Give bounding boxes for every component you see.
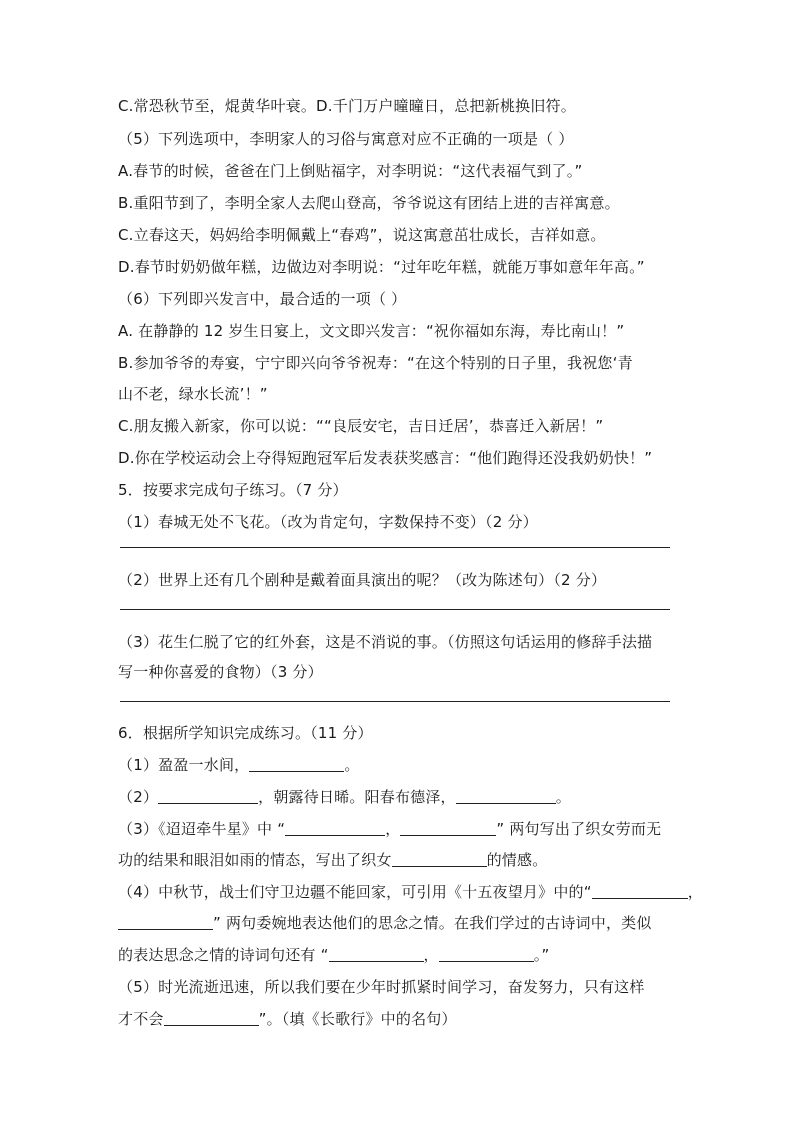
section-5-heading: 5．按要求完成句子练习。（7 分）: [118, 481, 348, 499]
fill-blank[interactable]: [249, 757, 344, 772]
option-a: A. 在静静的 12 岁生日宴上，文文即兴发言：“祝你福如东海，寿比南山！”: [118, 322, 625, 340]
poem-task-3: [118, 819, 688, 839]
sentence-task-2: （2）世界上还有几个剧种是戴着面具演出的呢？（改为陈述句）（2 分）: [118, 571, 607, 589]
option-d: D.春节时奶奶做年糕，边做边对李明说：“过年吃年糕，就能万事如意年年高。”: [118, 258, 645, 276]
fill-blank[interactable]: [164, 1011, 259, 1026]
text: ”。（填《长歌行》中的名句）: [258, 1010, 457, 1028]
fill-blank[interactable]: [118, 915, 213, 930]
option-d: D.你在学校运动会上夺得短跑冠军后发表获奖感言：“他们跑得还没我奶奶快！”: [118, 449, 653, 467]
poem-task-5: （5）时光流逝迅速，所以我们要在少年时抓紧时间学习，奋发努力，只有这样: [118, 978, 645, 996]
fill-blank[interactable]: [158, 789, 258, 804]
text: 。: [555, 788, 571, 806]
fill-blank[interactable]: [456, 789, 556, 804]
answer-line[interactable]: [120, 609, 670, 610]
answer-line[interactable]: [120, 701, 670, 702]
text: 的表达思念之情的诗词句还有 “: [118, 946, 329, 964]
poem-task-1: [118, 755, 688, 775]
poem-task-3-continued: [118, 850, 688, 870]
text: （3）《迢迢牵牛星》中 “: [118, 820, 286, 838]
sentence-task-3-continued: 写一种你喜爱的食物）（3 分）: [118, 663, 323, 681]
text: ” 两句写出了织女劳而无: [496, 820, 662, 838]
sentence-task-3: （3）花生仁脱了它的红外套，这是不消说的事。（仿照这句话运用的修辞手法描: [118, 633, 653, 651]
option-b-continued: 山不老，绿水长流’！”: [118, 385, 268, 403]
option-b: B.参加爷爷的寿宴，宁宁即兴向爷爷祝寿：“在这个特别的日子里，我祝您‘青: [118, 354, 633, 372]
poem-task-5-continued: [118, 1009, 688, 1029]
poem-task-4-continued: [118, 945, 688, 965]
fill-blank[interactable]: [400, 821, 496, 836]
text: ，: [385, 820, 401, 838]
fill-blank[interactable]: [285, 821, 385, 836]
option-b: B.重阳节到了，李明全家人去爬山登高，爷爷说这有团结上进的吉祥寓意。: [118, 194, 620, 212]
question-5-5: （5）下列选项中，李明家人的习俗与寓意对应不正确的一项是（ ）: [118, 130, 574, 148]
poem-task-4: [118, 882, 703, 902]
sentence-task-1: （1）春城无处不飞花。（改为肯定句，字数保持不变）（2 分）: [118, 513, 538, 531]
text: 。: [344, 756, 360, 774]
text: ，: [423, 946, 439, 964]
option-a: A.春节的时候，爸爸在门上倒贴福字，对李明说：“这代表福气到了。”: [118, 162, 583, 180]
question-5-6: （6）下列即兴发言中，最合适的一项（ ）: [118, 290, 407, 308]
text: 才不会: [118, 1010, 164, 1028]
option-c: C.立春这天，妈妈给李明佩戴上“春鸡”，说这寓意茁壮成长，吉祥如意。: [118, 226, 606, 244]
text: ” 两句委婉地表达他们的思念之情。在我们学过的古诗词中，类似: [213, 914, 652, 932]
text: 。”: [533, 946, 550, 964]
text: 功的结果和眼泪如雨的情态，写出了织女: [118, 851, 392, 869]
text: （2）: [118, 788, 159, 806]
poem-task-4-continued: [118, 913, 688, 933]
poem-task-2: [118, 787, 688, 807]
option-line: C.常恐秋节至，焜黄华叶衰。D.千门万户曈曈日，总把新桃换旧符。: [118, 97, 576, 115]
answer-line[interactable]: [120, 547, 670, 548]
text: ，: [687, 883, 703, 901]
text: （4）中秋节，战士们守卫边疆不能回家，可引用《十五夜望月》中的“: [118, 883, 592, 901]
fill-blank[interactable]: [439, 947, 534, 962]
text: 的情感。: [486, 851, 548, 869]
text: ，朝露待日晞。阳春布德泽，: [258, 788, 456, 806]
fill-blank[interactable]: [329, 947, 424, 962]
text: （1）盈盈一水间，: [118, 756, 250, 774]
fill-blank[interactable]: [592, 884, 688, 899]
fill-blank[interactable]: [392, 852, 487, 867]
section-6-heading: 6．根据所学知识完成练习。（11 分）: [118, 724, 373, 742]
option-c: C.朋友搬入新家，你可以说：““良辰安宅，吉日迁居’，恭喜迁入新居！”: [118, 417, 604, 435]
